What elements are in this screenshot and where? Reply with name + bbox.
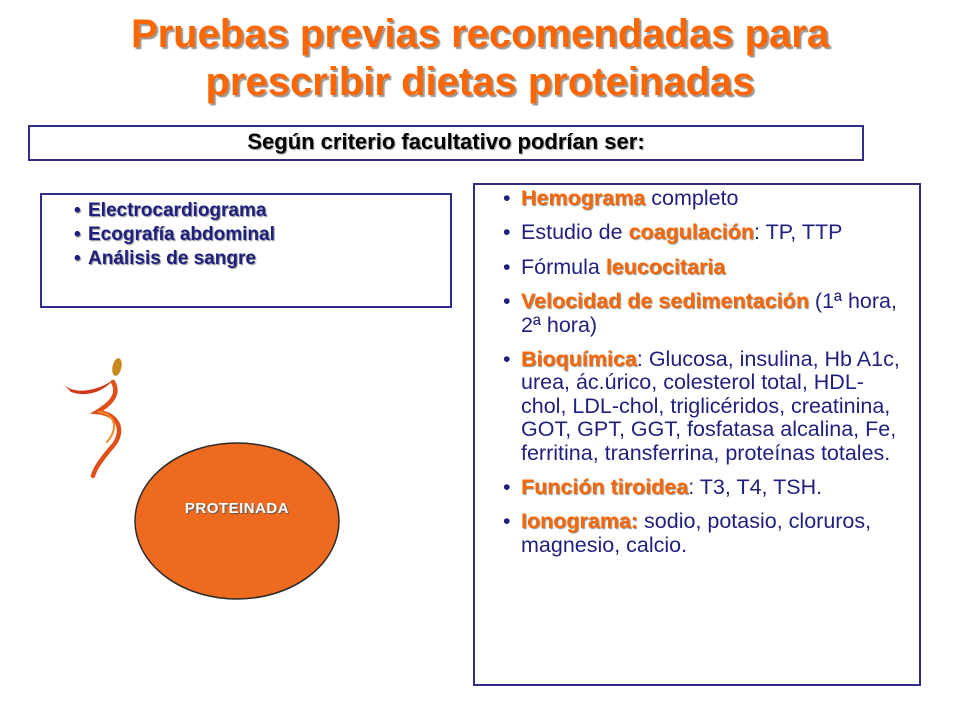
highlight-term: Ionograma: xyxy=(521,509,639,534)
list-item: • Electrocardiograma xyxy=(76,199,450,223)
page-title xyxy=(40,10,920,106)
highlight-term: Bioquímica xyxy=(521,347,637,372)
subtitle-box xyxy=(28,125,864,161)
list-item: • Ionograma: sodio, potasio, cloruros, magnesio, calcio. xyxy=(487,510,905,557)
ellipse-label: PROTEINADA xyxy=(184,500,290,517)
list-item: • Fórmula leucocitaria xyxy=(487,256,905,279)
highlight-term: Hemograma xyxy=(521,186,646,210)
proteinada-ellipse xyxy=(133,441,341,601)
list-item: • Función tiroidea: T3, T4, TSH. xyxy=(487,476,905,499)
highlight-term: Velocidad de sedimentación xyxy=(521,289,809,314)
highlight-term: leucocitaria xyxy=(605,254,726,279)
highlight-term: Función tiroidea xyxy=(521,475,689,500)
subtitle-text: Según criterio facultativo podrían ser: xyxy=(247,129,645,154)
right-tests-list xyxy=(487,187,905,557)
list-item: • Estudio de coagulación: TP, TTP xyxy=(487,221,905,244)
list-item: • Ecografía abdominal xyxy=(76,223,450,247)
list-item: • Hemograma completo xyxy=(487,187,905,210)
list-item: • Análisis de sangre xyxy=(76,247,450,271)
title-line-1: Pruebas previas recomendadas para xyxy=(130,12,830,56)
list-item: • Bioquímica: Glucosa, insulina, Hb A1c, urea, ác.úrico, colesterol total, HDL-chol, LDL-chol, triglicéridos, creatinina, GOT, GPT, GGT, fosfatasa alcalina, Fe, ferritina, transferrina, proteínas totales. xyxy=(487,348,905,465)
list-item: • Velocidad de sedimentación (1ª hora, 2ª hora) xyxy=(487,290,905,337)
left-tests-box xyxy=(40,193,452,308)
right-tests-box xyxy=(473,183,921,686)
highlight-term: coagulación xyxy=(628,220,755,245)
title-line-2: prescribir dietas proteinadas xyxy=(205,60,755,104)
dancing-figure-logo-icon xyxy=(55,350,145,480)
left-tests-list xyxy=(76,199,450,271)
